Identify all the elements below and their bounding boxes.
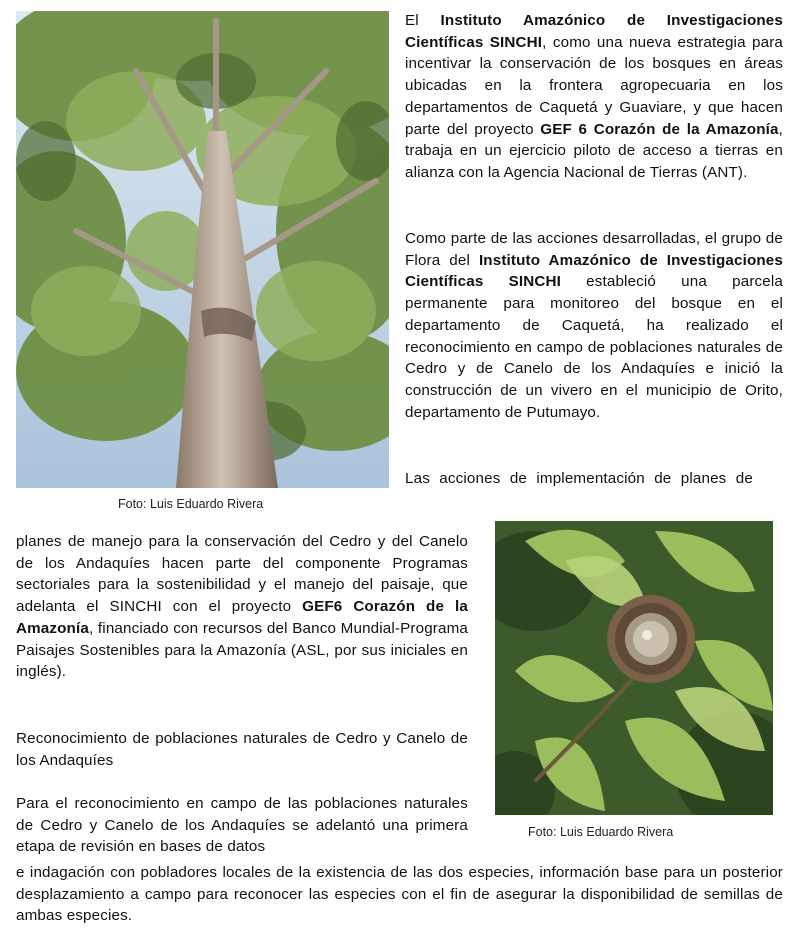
actions-paragraph-start: Las acciones de implementación de planes de	[405, 470, 753, 487]
section-heading: Reconocimiento de poblaciones naturales de Cedro y Canelo de los Andaquíes	[16, 730, 468, 769]
project-name: GEF 6 Corazón de la Amazonía	[540, 120, 779, 138]
management-paragraph: planes de manejo para la conservación del Cedro y del Canelo de los Andaquíes hacen parte del componente Programas sectoriales para la sostenibilidad y el manejo del paisaje, que adelanta el SINCHI con el proyecto GEF6 Corazón de la Amazonía, financiado con recursos del Banco Mundial-Programa Paisajes Sostenibles para la Amazonía (ASL, por sus iniciales en inglés).	[16, 533, 468, 681]
project-name-2: GEF6 Corazón de la Amazonía	[16, 598, 468, 637]
closing-paragraph: e indagación con pobladores locales de la existencia de las dos especies, información base para un posterior desplazamiento a campo para reconocer las especies con el fin de asegurar la disponibilidad de semillas de ambas especies.	[16, 864, 783, 925]
recognition-paragraph: Para el reconocimiento en campo de las poblaciones naturales de Cedro y Canelo de los Andaquíes se adelantó una primera etapa de revisión en bases de datos	[16, 795, 468, 856]
leaves-photo	[495, 521, 773, 815]
tree-photo	[16, 11, 389, 488]
intro-paragraph: El Instituto Amazónico de Investigaciones Científicas SINCHI, como una nueva estrategia para incentivar la conservación de los bosques en áreas ubicadas en la frontera agropecuaria en los departamentos de Caquetá y Guaviare, y que hacen parte del proyecto GEF 6 Corazón de la Amazonía, trabaja en un ejercicio piloto de acceso a tierras en alianza con la Agencia Nacional de Tierras (ANT).	[405, 12, 783, 181]
photo-caption-tree: Foto: Luis Eduardo Rivera	[118, 497, 264, 511]
institute-name-2: Instituto Amazónico de Investigaciones Científicas SINCHI	[405, 251, 783, 291]
institute-name: Instituto Amazónico de Investigaciones Científicas SINCHI	[405, 12, 783, 51]
photo-caption-leaves: Foto: Luis Eduardo Rivera	[528, 825, 674, 839]
flora-paragraph: Como parte de las acciones desarrolladas, el grupo de Flora del Instituto Amazónico de Investigaciones Científicas SINCHI estableció una parcela permanente para monitoreo del bosque en el departamento de Caquetá, ha realizado el reconocimiento en campo de poblaciones naturales de Cedro y de Canelo de los Andaquíes e inició la construcción de un vivero en el municipio de Orito, departamento de Putumayo.	[405, 230, 783, 421]
